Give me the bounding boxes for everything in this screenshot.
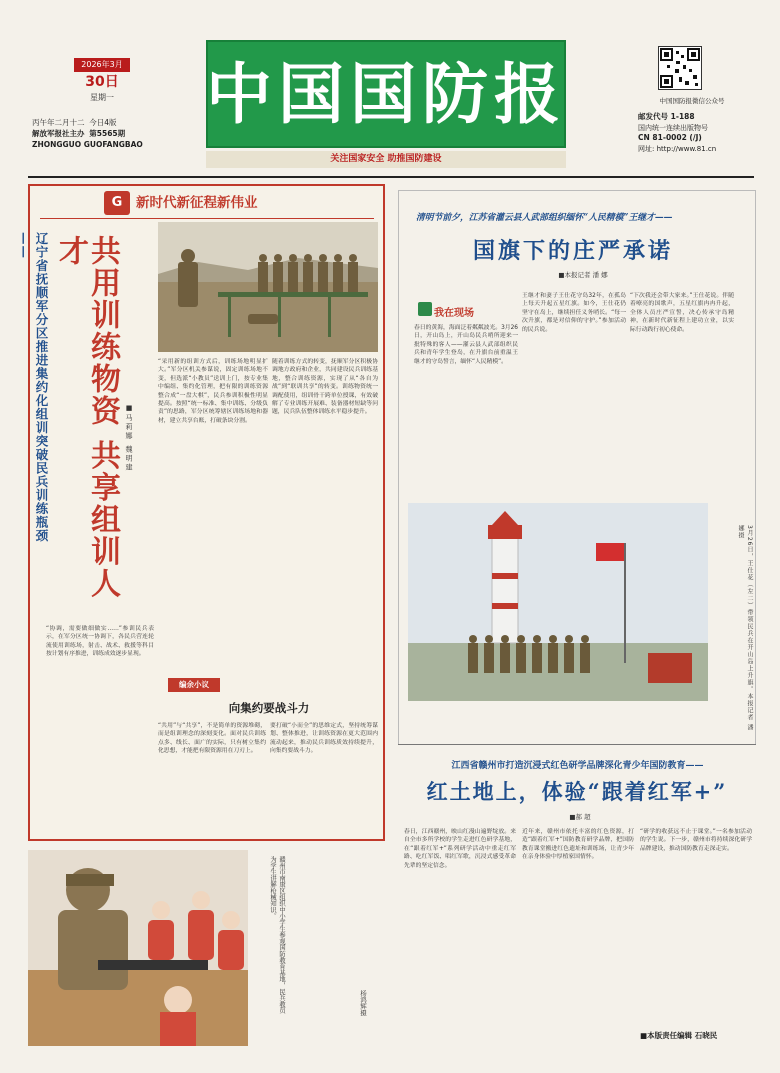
column-logo-icon: G (104, 191, 130, 215)
masthead-right-info (638, 112, 758, 154)
publisher: 解放军报社主办 (32, 129, 85, 138)
right-bottom-col-1: 春日，江西赣州，映山红漫山遍野绽放。来自全市多所学校的学生走进红色研学基地，在“跟着红军+”系列研学活动中重走红军路、吃红军饭、唱红军歌，沉浸式感受革命先辈的坚定信念。 (404, 829, 516, 869)
right-bottom-kicker: 江西省赣州市打造沉浸式红色研学品牌深化青少年国防教育—— (451, 761, 704, 771)
right-top-col-3: “下次我还会带大家来。”王仕花说。伴随着嘹亮的国歌声，五星红旗冉冉升起，全体人员庄严宣誓，决心传承守岛精神，在新时代新征程上建功立业，以实际行动践行初心使命。 (630, 293, 734, 333)
editor-note-col-e: 要打破“小而全”的思维定式，坚持统筹谋划、整体推进，让训练资源在更大范围内流动起来，推动民兵训练质效持续提升，向集约要战斗力。 (270, 723, 378, 755)
left-kicker: 辽宁省抚顺军分区推进集约化组训突破民兵训练瓶颈—— (17, 232, 49, 543)
students-photo-caption: 赣州市南康区组织中小学生参观国防教育基地，民兵教员为学生讲解枪械知识。 (269, 856, 285, 1014)
banner-rule (40, 218, 374, 219)
issue-number: 第5565期 (89, 129, 126, 138)
left-article-col-a: “采用新的组训方式后，训练场地明显扩大。”军分区机关参谋说，固定训练场地不变，但选派“小教员”送训上门，按专业集中编组、集约化管理，把有限的训练资源整合成“一盘大棋”，民兵参训积极性明显提高。按照“统一标准、集中训练、分级负责”的思路，军分区统筹辖区训练场地和器材，建立共享台账，打破条块分割。 (158, 359, 268, 424)
pinyin-title: ZHONGGUO GUOFANGBAO (32, 140, 143, 149)
date-day: 30日 (85, 74, 119, 90)
section-rule (398, 744, 756, 745)
right-bottom-byline: ■郝 超 (569, 813, 591, 821)
newspaper-title: 中国国防报 (206, 55, 566, 133)
website: 网址: http://www.81.cn (638, 144, 717, 153)
date-weekday: 星期一 (90, 93, 114, 102)
column-banner: 新时代新征程新伟业 (136, 195, 258, 211)
flag-photo-caption: 3月26日，王仕花（左二）带领民兵在开山岛上升旗。本报记者 潘 娜摄 (737, 525, 753, 732)
training-photo (158, 222, 378, 352)
date-year-month: 2026年3月 (74, 58, 130, 72)
students-photo-credit: 杨鸿辉摄 (359, 990, 367, 1016)
masthead-rule (28, 176, 754, 178)
left-article-col-b: 随着训练方式的转变，抚顺军分区积极协调地方政府和企业，共同建设民兵训练基地，整合训练资源，实现了从“各自为战”到“联训共享”的转变。训练物资统一调配使用，组训骨干跨单位授课，有效破解了专业训练开展难、装备器材短缺等问题，民兵队伍整体训练水平稳步提升。 (272, 359, 378, 416)
right-top-headline: 国旗下的庄严承诺 (472, 238, 673, 264)
qr-code-icon (658, 46, 702, 90)
editor-note-col-d: “共用”与“共享”，不是简单的资源堆砌，而是组训理念的深刻变化。面对民兵训练点多、线长、面广的实际，只有树立集约化思想，才能把有限资源用在刀刃上。 (158, 723, 266, 755)
left-article-col-c: “协调，需要做细做实……”参训民兵表示，在军分区统一协调下，各民兵营连轮流使用训练场，射击、战术、救援等科目按计划有序推进，训练成效逐步显现。 (46, 626, 154, 658)
right-top-byline: ■本报记者 潘 娜 (558, 271, 608, 279)
editor-note-tag: 编余小议 (168, 678, 220, 692)
masthead-slogan: 关注国家安全 助推国防建设 (206, 151, 566, 168)
left-headline: 共用训练物资 共享组训人才 (53, 235, 120, 600)
cn-label: 国内统一连续出版物号 (638, 123, 708, 132)
page-count: 今日4版 (89, 118, 117, 127)
right-bottom-col-3: “研学的收获远不止于课堂。”一名参加活动的学生说。下一步，赣州市将持续深化研学品牌建设，推动国防教育走深走实。 (640, 829, 752, 852)
left-byline: ■马莉娜 魏明建 (125, 404, 133, 473)
qr-label: 中国国防报微信公众号 (659, 97, 725, 105)
on-site-icon (418, 302, 432, 316)
postal-code: 邮发代号 1-188 (638, 112, 695, 121)
right-bottom-headline: 红土地上，体验“跟着红军+” (426, 779, 728, 804)
editor-note-title: 向集约要战斗力 (228, 701, 310, 715)
right-bottom-col-2: 近年来，赣州市依托丰富的红色资源，打造“跟着红军+”国防教育研学品牌，把国防教育课堂搬进红色遗址和训练场，让青少年在亲身体验中厚植家国情怀。 (522, 829, 634, 861)
page-editor: ■本版责任编辑 石晓民 (640, 1031, 718, 1040)
masthead-meta (32, 117, 207, 150)
right-top-col-1: 春日的黄海，海面泛着粼粼波光。3月26日，开山岛上，开山岛民兵哨所迎来一批特殊的客人——灌云县人武部组织民兵和青年学生登岛，在升旗台前重温王继才的守岛誓言，缅怀“人民精模”。 (414, 325, 518, 365)
students-photo (28, 850, 248, 1046)
right-top-col-2: 王继才和妻子王仕花守岛32年，在孤岛上每天升起五星红旗。如今，王仕花仍坚守在岛上，继续担任义务哨长。“每一次升旗，都是对信仰的守护。”参加活动的民兵说。 (522, 293, 626, 333)
lunar-date: 丙午年二月十二 (32, 118, 85, 127)
flag-raising-photo (408, 503, 708, 701)
right-top-kicker: 清明节前夕，江苏省灌云县人武部组织缅怀“人民精模”王继才—— (416, 213, 673, 223)
cn-number: CN 81-0002 (/J) (638, 133, 702, 142)
on-site-tag: 我在现场 (434, 308, 474, 319)
